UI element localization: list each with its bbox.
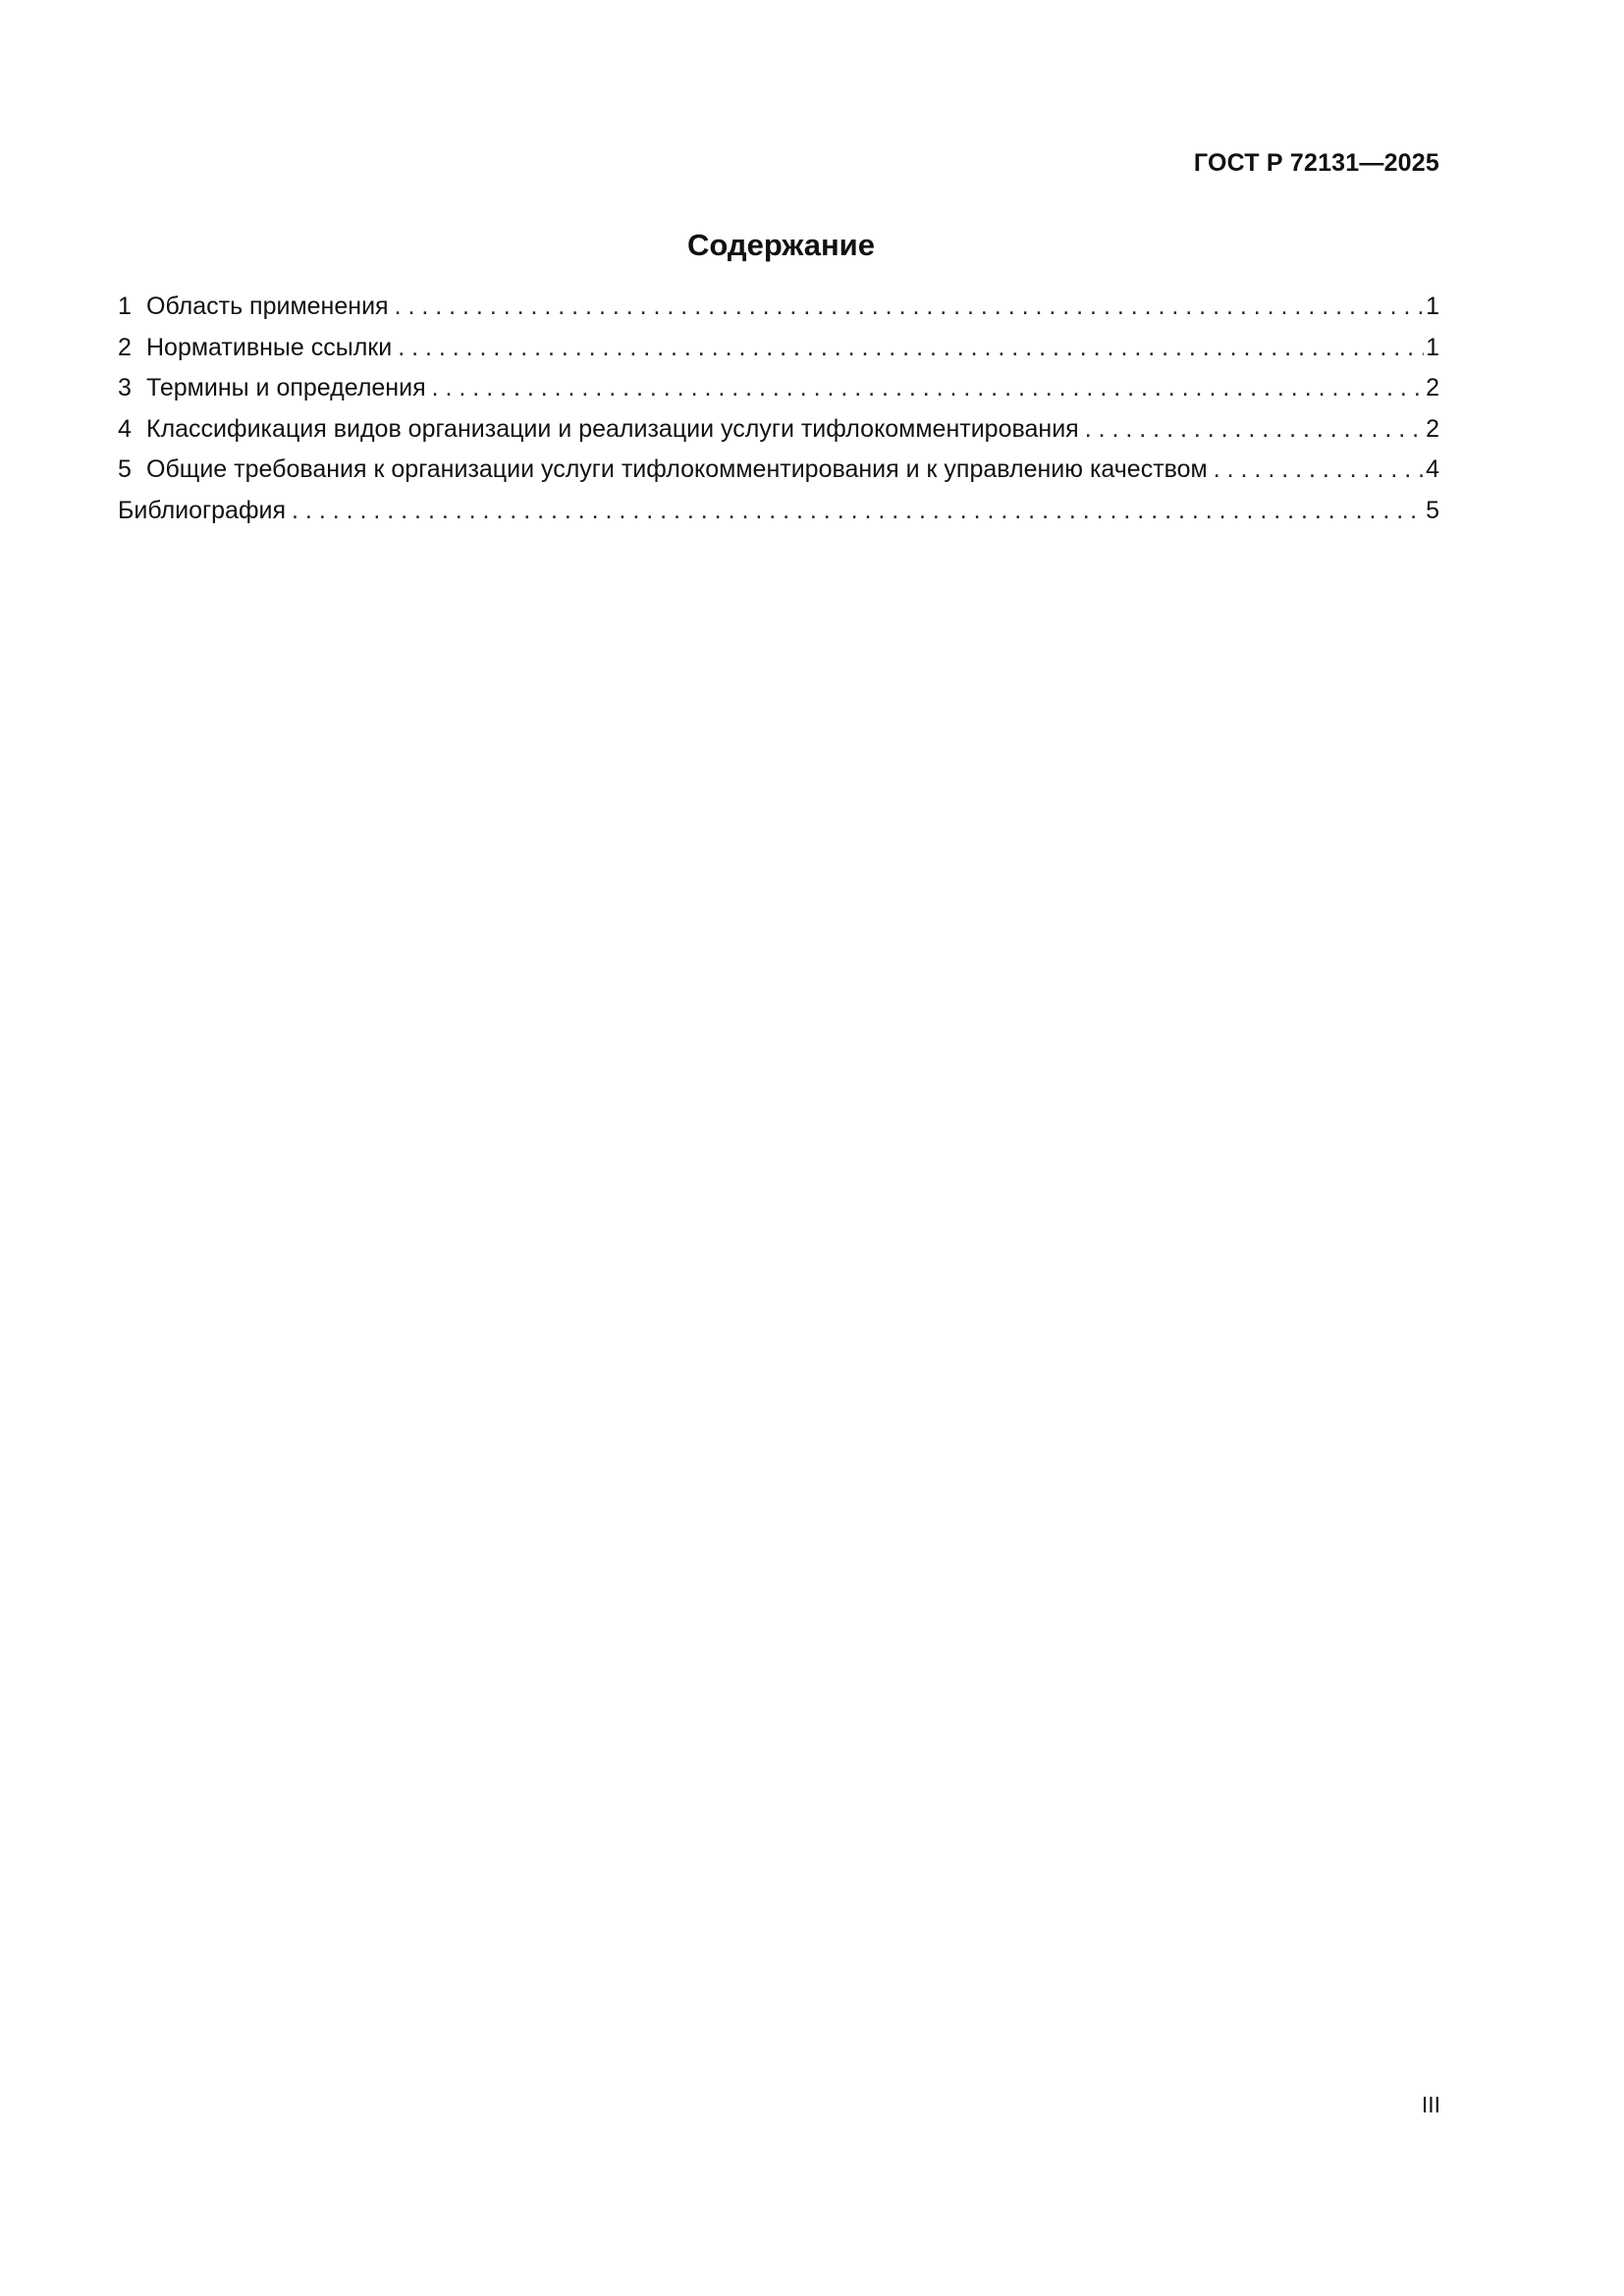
toc-entry-terms-definitions[interactable] [118,373,1439,414]
toc-dot-leader [1079,414,1424,444]
toc-entry-number: 4 [118,414,132,443]
toc-entry-number: 2 [118,333,132,361]
toc-entry-title: Общие требования к организации услуги тифлокомментирования и к управлению качеством [146,455,1208,483]
toc-entry-number: 3 [118,374,132,401]
toc-heading: Содержание [687,228,875,262]
toc-entry-classification[interactable] [118,414,1439,455]
toc-entry-title: Область применения [146,293,389,320]
toc-entry-title: Термины и определения [146,374,426,401]
toc-entry-title: Классификация видов организации и реализации услуги тифлокомментирования [146,414,1079,443]
document-code: ГОСТ Р 72131—2025 [1193,149,1439,177]
toc-entry-title: Нормативные ссылки [146,333,393,361]
toc-entry-page: 1 [1426,293,1439,320]
toc-entry-page: 1 [1426,333,1439,361]
toc-dot-leader [426,373,1424,402]
page-number: III [1421,2092,1440,2117]
toc-entry-normative-references[interactable] [118,333,1439,374]
toc-entry-page: 2 [1426,414,1439,443]
toc-entry-title: Библиография [118,496,287,524]
toc-entry-scope[interactable] [118,292,1439,333]
toc-entry-number: 5 [118,455,132,483]
toc-dot-leader [389,292,1425,321]
toc-entry-page: 2 [1426,374,1439,401]
toc-entry-general-requirements[interactable] [118,454,1439,496]
toc-entry-page: 4 [1426,455,1439,483]
toc-entry-bibliography[interactable] [118,496,1439,537]
toc-entry-page: 5 [1426,496,1439,524]
table-of-contents [118,292,1439,536]
toc-entry-number: 1 [118,293,132,320]
toc-dot-leader [392,333,1424,362]
toc-dot-leader [1208,454,1424,484]
toc-dot-leader [286,496,1424,525]
